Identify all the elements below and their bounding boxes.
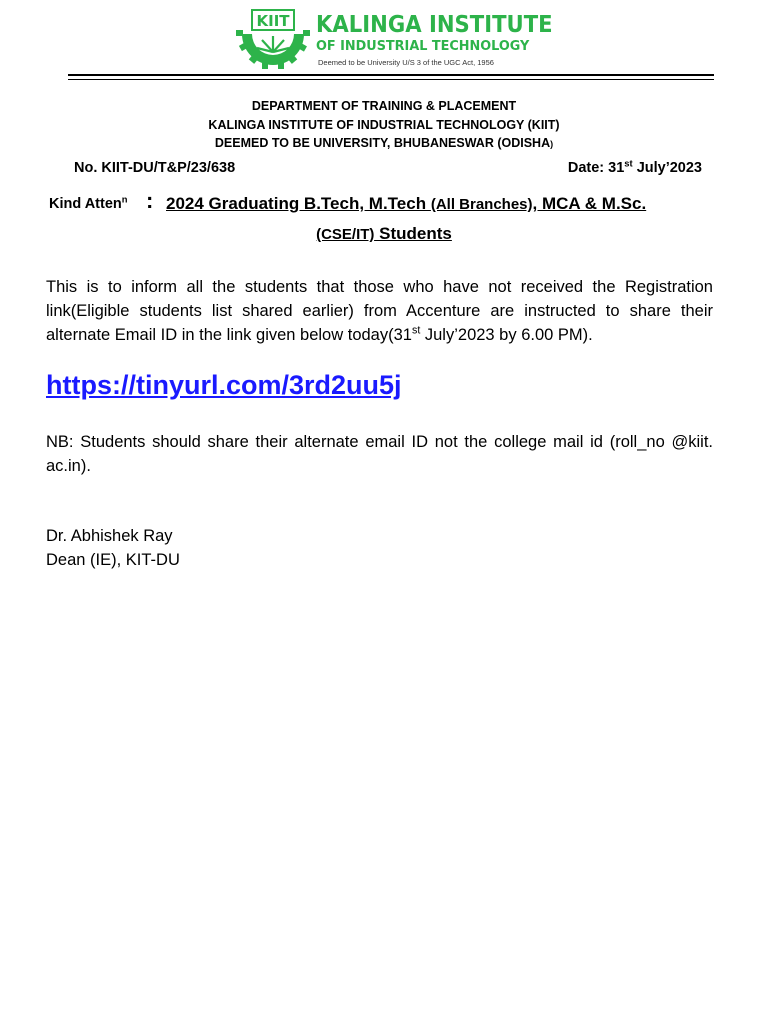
university-name bbox=[0, 136, 768, 150]
subject-line-2 bbox=[0, 224, 768, 244]
attention-colon: : bbox=[146, 188, 154, 213]
institute-name: KALINGA INSTITUTE OF INDUSTRIAL TECHNOLOGY (KIIT) bbox=[208, 118, 560, 132]
subject-line-1-end: , MCA & M.Sc. bbox=[532, 194, 647, 213]
subject-line-2-small: (CSE/IT) bbox=[316, 226, 375, 243]
registration-link[interactable]: https://tinyurl.com/3rd2uu5j bbox=[46, 370, 402, 400]
date-suffix: July’2023 bbox=[632, 160, 702, 176]
signatory-designation: Dean (IE), KIT-DU bbox=[46, 551, 180, 569]
date-sup: st bbox=[624, 157, 633, 169]
department-name: DEPARTMENT OF TRAINING & PLACEMENT bbox=[251, 99, 517, 113]
notice-paragraph bbox=[46, 275, 713, 347]
subject-line-1-small: (All Branches) bbox=[430, 196, 533, 213]
logo-title: KALINGA INSTITUTE bbox=[316, 12, 553, 38]
header-rule-thin bbox=[68, 79, 714, 80]
university-name-close: ) bbox=[550, 139, 554, 149]
attention-label bbox=[49, 193, 128, 212]
kiit-gear-logo-icon bbox=[232, 8, 314, 70]
signatory-name: Dr. Abhishek Ray bbox=[46, 527, 173, 545]
note-paragraph: NB: Students should share their alternate email ID not the college mail id (roll_no @kiit. ac.in). bbox=[46, 433, 713, 475]
paragraph-main: This is to inform all the students that those who have not received the Registration link(Eligible students list shared earlier) from Accenture are instructed to share their alternate Email ID in the link given below today(31 bbox=[46, 278, 713, 344]
paragraph-sup: st bbox=[411, 324, 421, 337]
subject-line-1-main: 2024 Graduating B.Tech, M.Tech bbox=[166, 194, 431, 213]
reference-number: No. KIIT-DU/T&P/23/638 bbox=[74, 160, 236, 176]
subject-line-1 bbox=[166, 194, 646, 214]
logo-subtitle: OF INDUSTRIAL TECHNOLOGY bbox=[316, 38, 530, 54]
attention-label-main: Kind Atten bbox=[49, 196, 122, 212]
date-prefix: Date: 31 bbox=[567, 160, 625, 176]
logo-monogram: KIIT bbox=[256, 12, 290, 30]
paragraph-end: July’2023 by 6.00 PM). bbox=[420, 326, 593, 344]
subject-line-2-end: Students bbox=[374, 224, 452, 243]
logo-tagline: Deemed to be University U/S 3 of the UGC Act, 1956 bbox=[318, 58, 494, 67]
attention-label-sup: n bbox=[121, 193, 128, 205]
kiit-logo bbox=[232, 8, 553, 70]
notice-date bbox=[567, 157, 702, 176]
university-name-main: DEEMED TO BE UNIVERSITY, BHUBANESWAR (ODISHA bbox=[214, 136, 551, 150]
header-rule-thick bbox=[68, 74, 714, 76]
